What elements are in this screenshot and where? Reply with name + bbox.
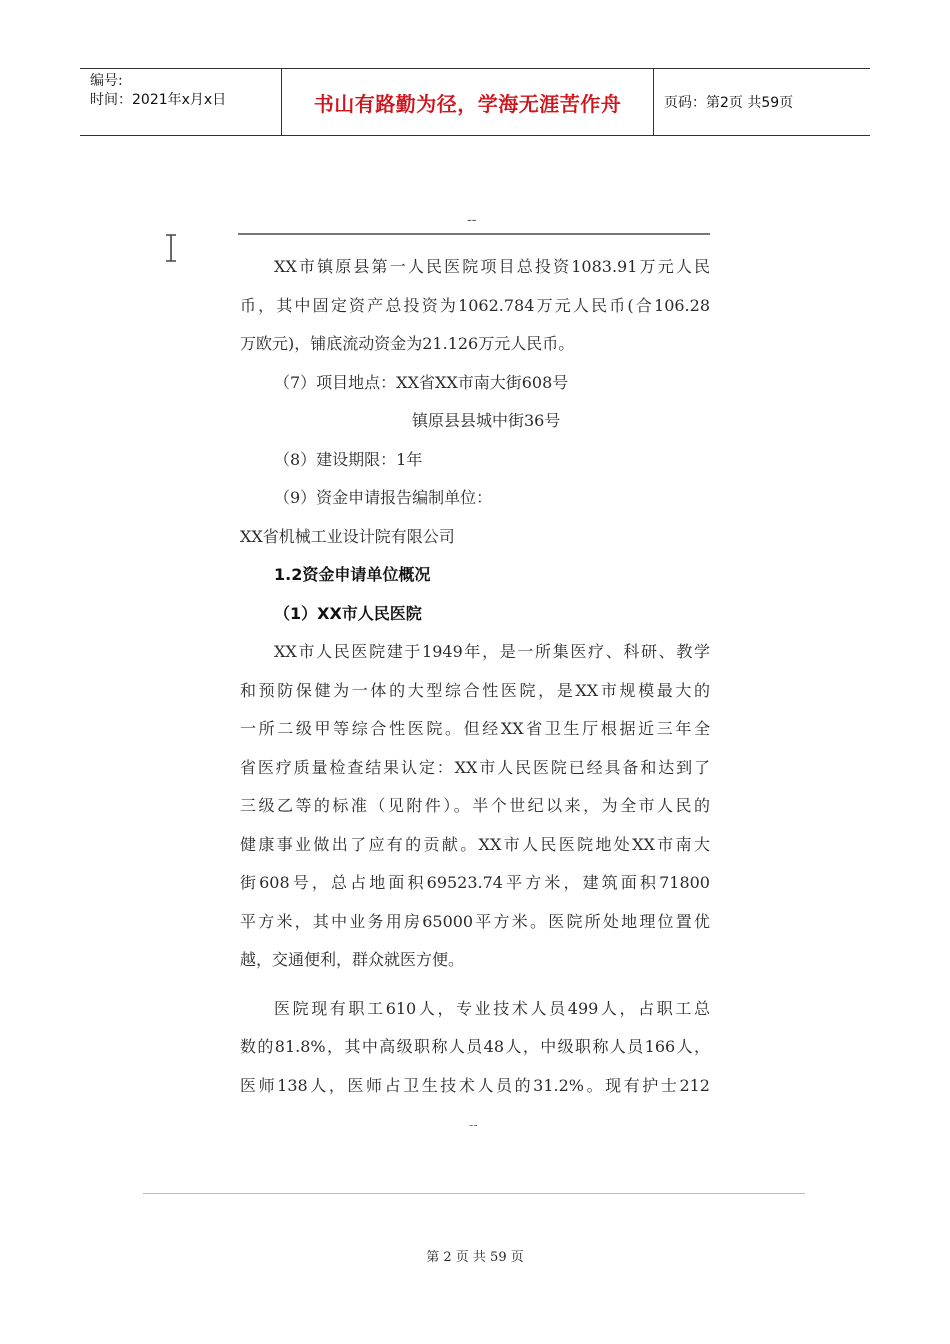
text-line: 三级乙等的标准（见附件）。半个世纪以来，为全市人民的: [240, 796, 710, 815]
document-number-label: 编号:: [90, 73, 123, 89]
text-line: 平方米，其中业务用房65000平方米。医院所处地理位置优: [240, 911, 710, 931]
page-top-mark: --: [467, 212, 477, 228]
footer-rule: [143, 1193, 805, 1194]
text-line: XX省机械工业设计院有限公司: [240, 526, 455, 546]
header-motto: 书山有路勤为径，学海无涯苦作舟: [282, 69, 654, 135]
page-body: [240, 248, 710, 1105]
text-line: 越，交通便利，群众就医方便。: [240, 950, 465, 969]
text-line: XX市人民医院建于1949年，是一所集医疗、科研、教学: [274, 642, 710, 661]
text-line: 镇原县县城中街36号: [412, 411, 561, 430]
text-line: （9）资金申请报告编制单位：: [274, 488, 493, 507]
text-line: 医师138人，医师占卫生技术人员的31.2%。现有护士212: [240, 1075, 710, 1095]
section-heading: 1.2资金申请单位概况: [274, 565, 431, 584]
text-line: 省医疗质量检查结果认定：XX市人民医院已经具备和达到了: [240, 757, 710, 777]
subsection-heading: （1）XX市人民医院: [274, 603, 422, 623]
document-time-label: 时间：2021年x月x日: [90, 92, 227, 108]
footer-page-number: 第 2 页 共 59 页: [426, 1250, 524, 1265]
text-line: 街608号，总占地面积69523.74平方米，建筑面积71800: [240, 873, 710, 892]
page-top-rule: [238, 233, 710, 235]
text-line: XX市镇原县第一人民医院项目总投资1083.91万元人民: [274, 257, 710, 276]
page-bottom-mark: --: [469, 1118, 478, 1132]
text-cursor-icon: [163, 234, 179, 262]
text-line: 和预防保健为一体的大型综合性医院，是XX市规模最大的: [240, 680, 710, 700]
document-header: [80, 68, 870, 136]
text-line: 医院现有职工610人，专业技术人员499人，占职工总: [274, 998, 710, 1018]
text-line: （7）项目地点：XX省XX市南大街608号: [274, 372, 569, 392]
text-line: 数的81.8%，其中高级职称人员48人，中级职称人员166人，: [240, 1037, 710, 1056]
header-page-info: 页码：第2页 共59页: [664, 95, 794, 111]
header-meta: [80, 69, 282, 135]
text-line: 健康事业做出了应有的贡献。XX市人民医院地处XX市南大: [240, 834, 710, 854]
text-line: 万欧元)，铺底流动资金为21.126万元人民币。: [240, 334, 575, 353]
text-line: 一所二级甲等综合性医院。但经XX省卫生厅根据近三年全: [240, 719, 710, 738]
text-line: （8）建设期限：1年: [274, 449, 423, 469]
text-line: 币，其中固定资产总投资为1062.784万元人民币(合106.28: [240, 295, 710, 315]
